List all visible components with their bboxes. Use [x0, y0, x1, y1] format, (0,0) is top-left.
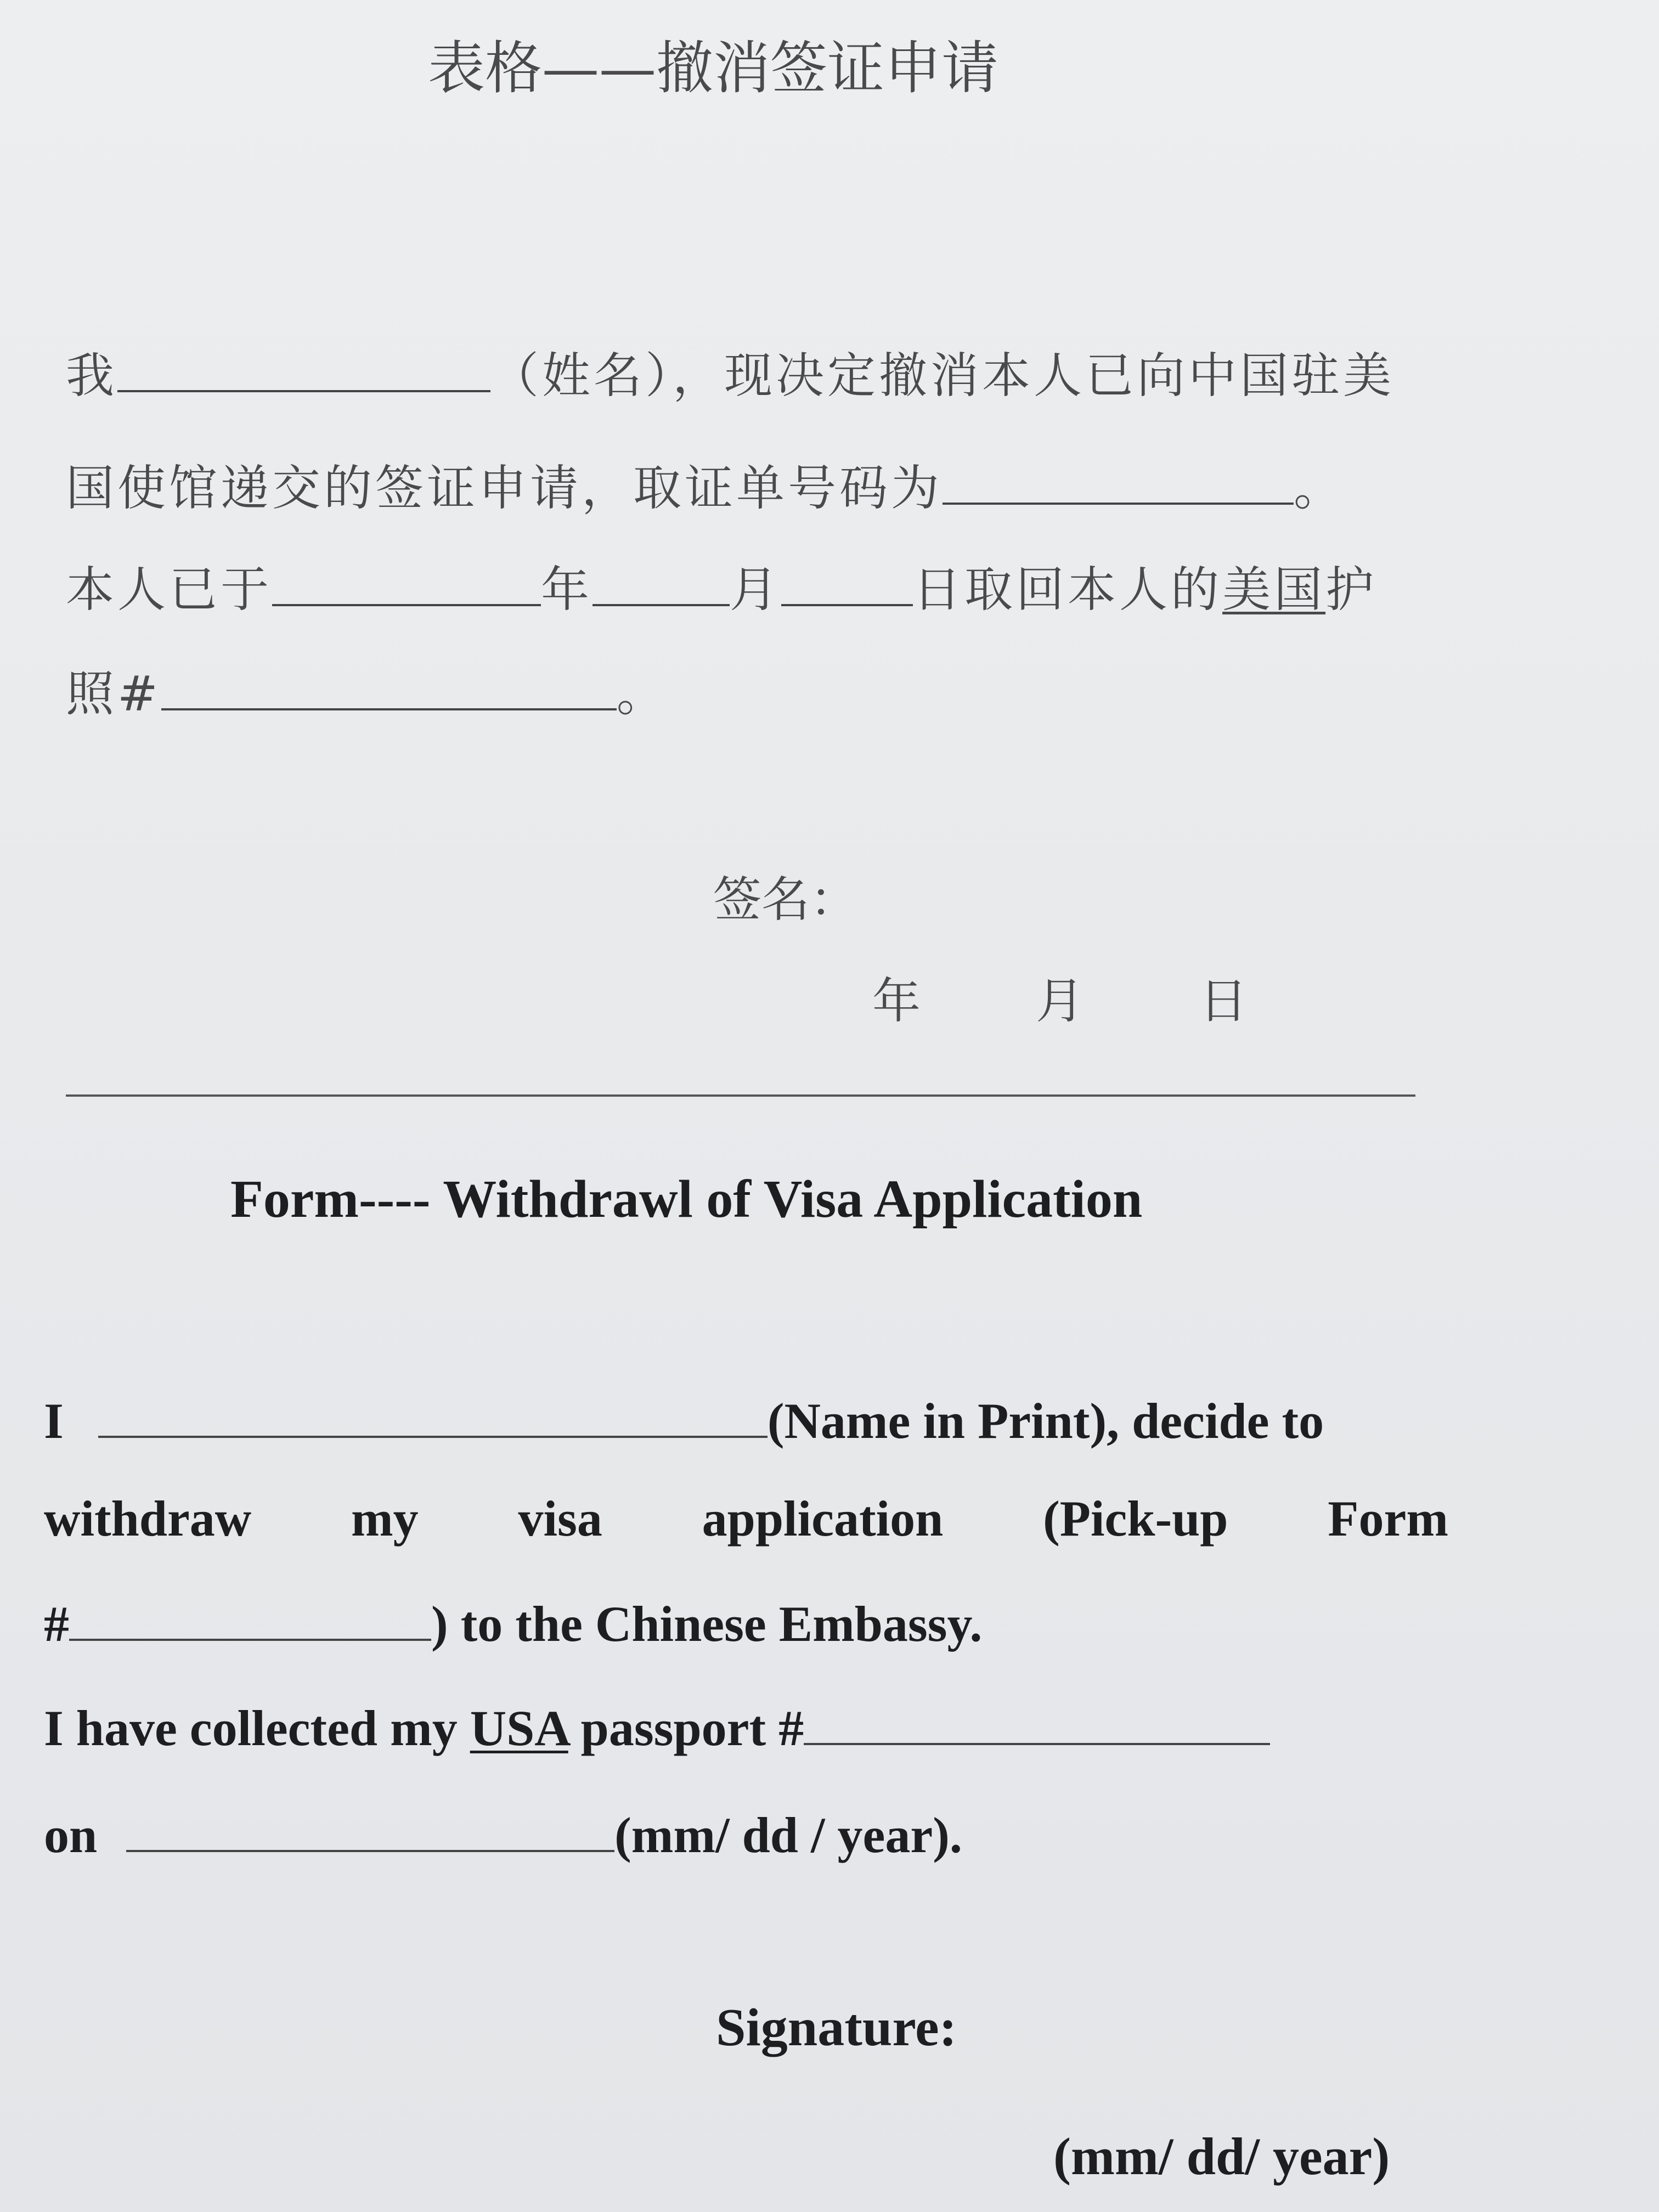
text-date-format: (mm/ dd / year).	[614, 1807, 962, 1863]
word-visa: visa	[518, 1491, 602, 1547]
text-period: 。	[1294, 460, 1346, 516]
chinese-date-line	[66, 551, 1377, 620]
chinese-form-title: 表格——撤消签证申请	[428, 35, 999, 101]
text-passport-number: passport #	[580, 1700, 804, 1756]
pickup-form-number-blank[interactable]	[69, 1588, 431, 1641]
text-usa-underlined: 美国	[1222, 561, 1326, 618]
text-embassy: ) to the Chinese Embassy.	[431, 1596, 983, 1652]
pickup-number-blank[interactable]	[943, 454, 1294, 505]
text-i: 我	[66, 347, 118, 404]
word-withdraw: withdraw	[44, 1491, 252, 1547]
text-passport-part: 护	[1325, 561, 1378, 618]
word-pickup: (Pick-up	[1043, 1491, 1228, 1547]
text-name-clause: （姓名），现决定撤消本人已向中国驻美	[490, 347, 1395, 404]
text-passport-number: 照#	[66, 665, 161, 722]
name-in-print-blank[interactable]	[98, 1385, 768, 1438]
text-embassy-clause: 国使馆递交的签证申请，取证单号码为	[66, 460, 943, 516]
text-collected: I have collected my	[44, 1700, 458, 1756]
text-on: on	[44, 1807, 98, 1863]
chinese-signature-label: 签名：	[713, 871, 859, 928]
year-blank[interactable]	[272, 556, 541, 606]
section-divider	[66, 1094, 1415, 1097]
text-period-2: 。	[616, 665, 668, 722]
english-name-line	[44, 1385, 1324, 1450]
name-blank[interactable]	[117, 342, 490, 392]
chinese-signature-date	[872, 963, 1248, 1032]
word-my: my	[351, 1491, 419, 1547]
english-withdraw-line	[44, 1489, 1448, 1548]
english-signature-label: Signature:	[716, 1998, 957, 2057]
chinese-pickup-line	[66, 450, 1345, 519]
text-name-in-print: (Name in Print), decide to	[767, 1393, 1324, 1449]
collection-date-blank[interactable]	[126, 1799, 614, 1852]
passport-number-blank[interactable]	[161, 660, 617, 710]
english-passport-line	[44, 1692, 1270, 1757]
text-usa-underlined: USA	[470, 1700, 568, 1756]
english-date-line	[44, 1799, 962, 1864]
passport-number-blank[interactable]	[804, 1692, 1270, 1745]
date-year-label: 年	[872, 973, 921, 1029]
word-application: application	[702, 1491, 944, 1547]
text-hash: #	[44, 1596, 69, 1652]
chinese-passport-line	[66, 656, 668, 725]
english-signature-date-format: (mm/ dd/ year)	[1053, 2127, 1390, 2186]
text-i: I	[44, 1393, 64, 1449]
month-blank[interactable]	[592, 556, 730, 606]
text-day-clause: 日取回本人的	[913, 561, 1223, 618]
word-form: Form	[1328, 1491, 1448, 1547]
text-month: 月	[730, 561, 782, 618]
text-year: 年	[541, 561, 593, 618]
day-blank[interactable]	[781, 556, 913, 606]
text-already-on: 本人已于	[66, 561, 273, 618]
date-month-label: 月	[1036, 973, 1085, 1029]
date-day-label: 日	[1199, 973, 1248, 1029]
english-pickup-line	[44, 1588, 982, 1653]
chinese-name-line	[66, 337, 1395, 407]
english-form-title: Form---- Withdrawl of Visa Application	[230, 1170, 1143, 1229]
